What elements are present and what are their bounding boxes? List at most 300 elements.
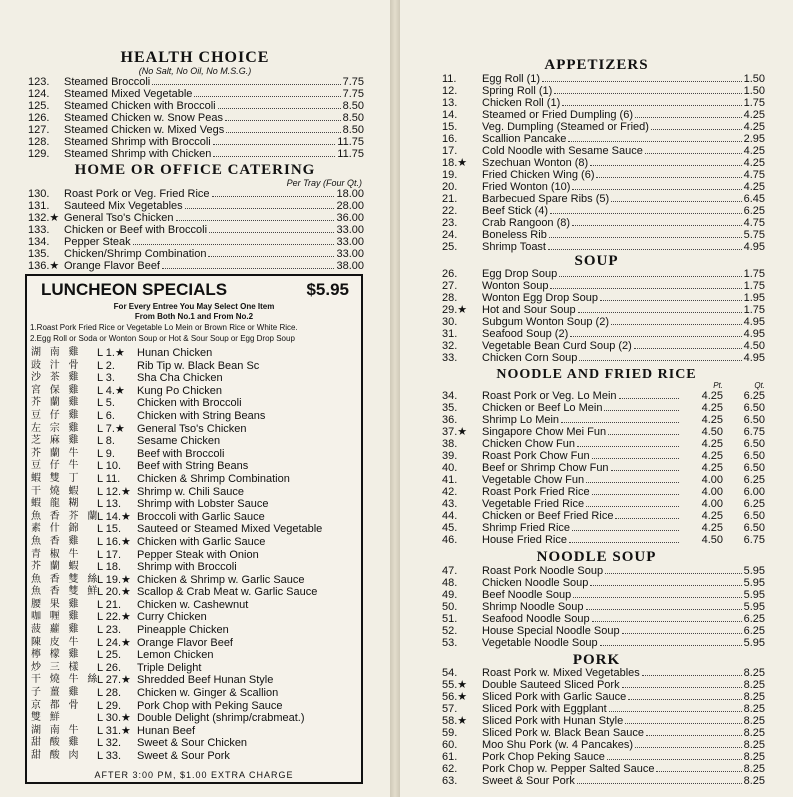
item-price: 5.95 bbox=[743, 601, 765, 613]
chinese-name: 魚 香 雞 bbox=[31, 535, 82, 547]
luncheon-item-name: Rib Tip w. Black Bean Sc bbox=[137, 359, 260, 372]
leader-dots bbox=[611, 316, 742, 325]
luncheon-item-row bbox=[27, 561, 361, 574]
item-number: 12. bbox=[442, 85, 458, 97]
luncheon-item-name: Orange Flavor Beef bbox=[137, 636, 233, 649]
menu-item-row bbox=[442, 715, 765, 727]
menu-item-row bbox=[442, 739, 765, 751]
leader-dots bbox=[607, 751, 742, 760]
item-name: Veg. Dumpling (Steamed or Fried) bbox=[482, 121, 649, 133]
item-price: 8.50 bbox=[342, 100, 364, 112]
pork-heading: PORK bbox=[572, 652, 621, 668]
luncheon-code: L 19.★ bbox=[97, 573, 131, 586]
item-name: Beef or Shrimp Chow Fun bbox=[482, 462, 609, 474]
chinese-name: 豆 仔 雞 bbox=[31, 409, 82, 421]
menu-item-row bbox=[442, 229, 765, 241]
leader-dots bbox=[611, 462, 679, 471]
pint-price: 4.25 bbox=[701, 462, 723, 474]
item-price: 8.25 bbox=[743, 703, 765, 715]
luncheon-code: L 6. bbox=[97, 409, 115, 422]
leader-dots bbox=[548, 241, 742, 250]
item-number: 32. bbox=[442, 340, 458, 352]
item-number: 133. bbox=[28, 224, 50, 236]
item-name: Vegetable Fried Rice bbox=[482, 498, 585, 510]
pint-label: Pt. bbox=[713, 381, 723, 390]
leader-dots bbox=[573, 589, 741, 598]
luncheon-code: L 5. bbox=[97, 397, 115, 410]
noodle-soup-heading: NOODLE SOUP bbox=[536, 549, 657, 565]
luncheon-item-name: Hunan Chicken bbox=[137, 347, 213, 359]
leader-dots bbox=[176, 212, 335, 221]
noodle-size-header bbox=[400, 381, 765, 390]
luncheon-item-name: Chicken & Shrimp Combination bbox=[137, 472, 290, 485]
item-number: 27. bbox=[442, 280, 458, 292]
item-number: 57. bbox=[442, 703, 458, 715]
item-price: 4.95 bbox=[743, 328, 765, 340]
item-name: Steamed or Fried Dumpling (6) bbox=[482, 109, 634, 121]
luncheon-item-name: Sha Cha Chicken bbox=[137, 372, 223, 385]
menu-item-row bbox=[28, 200, 364, 212]
item-price: 4.25 bbox=[743, 157, 765, 169]
chinese-name: 湖 南 雞 bbox=[31, 347, 82, 358]
chinese-name: 咖 喱 雞 bbox=[31, 611, 82, 623]
menu-item-row bbox=[442, 97, 765, 109]
menu-item-row bbox=[442, 703, 765, 715]
item-number: 56.★ bbox=[442, 691, 468, 703]
item-number: 59. bbox=[442, 727, 458, 739]
pint-price: 4.25 bbox=[701, 450, 723, 462]
item-number: 19. bbox=[442, 169, 458, 181]
luncheon-title: LUNCHEON SPECIALS bbox=[41, 280, 228, 299]
item-number: 29.★ bbox=[442, 304, 468, 316]
item-name: Roast Pork or Veg. Lo Mein bbox=[482, 390, 617, 402]
item-name: Sliced Pork with Eggplant bbox=[482, 703, 607, 715]
item-price: 8.25 bbox=[743, 679, 765, 691]
chinese-name: 菠 蘿 雞 bbox=[31, 624, 82, 636]
chinese-name: 芥 蘭 蝦 bbox=[31, 561, 82, 573]
item-number: 34. bbox=[442, 390, 458, 402]
menu-item-row bbox=[442, 534, 765, 546]
item-number: 47. bbox=[442, 565, 458, 577]
item-name: Steamed Broccoli bbox=[64, 76, 151, 88]
menu-item-row bbox=[442, 679, 765, 691]
leader-dots bbox=[218, 100, 341, 109]
luncheon-item-row bbox=[27, 700, 361, 713]
pint-price: 4.50 bbox=[701, 426, 723, 438]
noodle-fried-rice-list bbox=[442, 390, 765, 546]
item-price: 5.75 bbox=[743, 229, 765, 241]
item-number: 38. bbox=[442, 438, 458, 450]
item-price: 1.75 bbox=[743, 304, 765, 316]
menu-item-row bbox=[442, 352, 765, 364]
leader-dots bbox=[635, 109, 742, 118]
item-price: 4.95 bbox=[743, 316, 765, 328]
leader-dots bbox=[577, 775, 742, 784]
item-price: 7.75 bbox=[342, 88, 364, 100]
right-menu-page bbox=[400, 0, 793, 797]
chinese-name: 湖 南 牛 bbox=[31, 724, 82, 736]
luncheon-item-row bbox=[27, 423, 361, 436]
leader-dots bbox=[550, 280, 741, 289]
item-number: 30. bbox=[442, 316, 458, 328]
item-name: Moo Shu Pork (w. 4 Pancakes) bbox=[482, 739, 634, 751]
leader-dots bbox=[608, 426, 679, 435]
item-number: 125. bbox=[28, 100, 50, 112]
leader-dots bbox=[185, 200, 335, 209]
menu-item-row bbox=[442, 577, 765, 589]
item-name: Vegetable Chow Fun bbox=[482, 474, 585, 486]
menu-item-row bbox=[442, 340, 765, 352]
menu-item-row bbox=[442, 85, 765, 97]
leader-dots bbox=[194, 88, 340, 97]
luncheon-code: L 1.★ bbox=[97, 347, 125, 359]
menu-item-row bbox=[442, 328, 765, 340]
luncheon-item-name: Sesame Chicken bbox=[137, 435, 221, 448]
item-number: 31. bbox=[442, 328, 458, 340]
leader-dots bbox=[209, 224, 334, 233]
menu-item-row bbox=[442, 268, 765, 280]
menu-item-row bbox=[442, 205, 765, 217]
item-name: Vegetable Noodle Soup bbox=[482, 637, 598, 649]
menu-item-row bbox=[442, 601, 765, 613]
luncheon-code: L 15. bbox=[97, 523, 122, 536]
leader-dots bbox=[208, 248, 334, 257]
chinese-name: 素 什 錦 bbox=[31, 523, 82, 535]
luncheon-item-row bbox=[27, 473, 361, 486]
item-number: 11. bbox=[442, 73, 457, 85]
item-price: 6.25 bbox=[743, 205, 765, 217]
item-name: Seafood Noodle Soup bbox=[482, 613, 590, 625]
item-price: 4.25 bbox=[743, 109, 765, 121]
menu-item-row bbox=[442, 157, 765, 169]
item-price: 4.25 bbox=[743, 121, 765, 133]
pint-price: 4.00 bbox=[701, 486, 723, 498]
catering-subtitle: Per Tray (Four Qt.) bbox=[286, 178, 362, 188]
menu-item-row bbox=[442, 304, 765, 316]
luncheon-item-row bbox=[27, 385, 361, 398]
leader-dots bbox=[569, 534, 679, 543]
luncheon-specials-box bbox=[25, 274, 363, 784]
luncheon-item-row bbox=[27, 511, 361, 524]
item-number: 18.★ bbox=[442, 157, 468, 169]
chinese-name: 腰 果 雞 bbox=[31, 598, 82, 610]
item-name: Egg Roll (1) bbox=[482, 73, 541, 85]
luncheon-item-name: Chicken with Garlic Sauce bbox=[137, 535, 266, 548]
quart-price: 6.25 bbox=[743, 498, 765, 510]
item-price: 11.75 bbox=[337, 136, 364, 148]
item-price: 1.50 bbox=[743, 73, 765, 85]
leader-dots bbox=[611, 193, 741, 202]
item-number: 21. bbox=[442, 193, 458, 205]
leader-dots bbox=[646, 727, 742, 736]
item-number: 20. bbox=[442, 181, 458, 193]
item-name: Wonton Egg Drop Soup bbox=[482, 292, 598, 304]
item-price: 7.75 bbox=[342, 76, 364, 88]
luncheon-item-name: Beef with String Beans bbox=[137, 460, 249, 473]
item-price: 8.25 bbox=[743, 763, 765, 775]
leader-dots bbox=[570, 328, 741, 337]
left-menu-page bbox=[0, 0, 390, 797]
item-price: 8.25 bbox=[743, 691, 765, 703]
luncheon-note-1: For Every Entree You May Select One Item bbox=[113, 302, 275, 311]
appetizers-heading: APPETIZERS bbox=[544, 57, 649, 73]
menu-item-row bbox=[442, 181, 765, 193]
menu-item-row bbox=[28, 188, 364, 200]
leader-dots bbox=[619, 390, 679, 399]
pint-price: 4.25 bbox=[701, 402, 723, 414]
leader-dots bbox=[625, 715, 741, 724]
item-name: Barbecued Spare Ribs (5) bbox=[482, 193, 610, 205]
luncheon-item-row bbox=[27, 624, 361, 637]
item-name: Scallion Pancake bbox=[482, 133, 567, 145]
item-name: Roast Pork Noodle Soup bbox=[482, 565, 604, 577]
item-name: Roast Pork or Veg. Fried Rice bbox=[64, 188, 210, 200]
luncheon-item-name: Broccoli with Garlic Sauce bbox=[137, 510, 265, 523]
chinese-name: 雙 鮮 bbox=[31, 712, 63, 724]
leader-dots bbox=[642, 667, 742, 676]
item-number: 43. bbox=[442, 498, 458, 510]
leader-dots bbox=[572, 217, 742, 226]
pint-price: 4.00 bbox=[701, 498, 723, 510]
luncheon-item-row bbox=[27, 737, 361, 750]
item-number: 25. bbox=[442, 241, 458, 253]
item-name: Steamed Chicken w. Snow Peas bbox=[64, 112, 223, 124]
luncheon-item-name: Kung Po Chicken bbox=[137, 384, 222, 397]
menu-item-row bbox=[442, 316, 765, 328]
menu-item-row bbox=[442, 292, 765, 304]
item-price: 18.00 bbox=[336, 188, 364, 200]
menu-item-row bbox=[28, 148, 364, 160]
quart-price: 6.50 bbox=[743, 402, 765, 414]
leader-dots bbox=[645, 145, 742, 154]
item-number: 40. bbox=[442, 462, 458, 474]
menu-item-row bbox=[28, 136, 364, 148]
chinese-name: 左 宗 雞 bbox=[31, 422, 82, 434]
item-number: 126. bbox=[28, 112, 50, 124]
item-price: 11.75 bbox=[337, 148, 364, 160]
menu-item-row bbox=[442, 390, 765, 402]
item-number: 63. bbox=[442, 775, 458, 787]
leader-dots bbox=[572, 522, 679, 531]
menu-item-row bbox=[28, 76, 364, 88]
luncheon-item-row bbox=[27, 637, 361, 650]
quart-price: 6.75 bbox=[743, 534, 765, 546]
menu-item-row bbox=[442, 522, 765, 534]
menu-item-row bbox=[442, 498, 765, 510]
item-number: 54. bbox=[442, 667, 458, 679]
luncheon-code: L 32. bbox=[97, 737, 122, 750]
pint-price: 4.00 bbox=[701, 474, 723, 486]
item-name: Orange Flavor Beef bbox=[64, 260, 160, 272]
luncheon-item-name: Pork Chop with Peking Sauce bbox=[137, 699, 283, 712]
luncheon-item-row bbox=[27, 725, 361, 738]
chinese-name: 檸 檬 雞 bbox=[31, 649, 82, 661]
luncheon-item-row bbox=[27, 574, 361, 587]
leader-dots bbox=[586, 601, 742, 610]
quart-price: 6.50 bbox=[743, 522, 765, 534]
item-price: 6.45 bbox=[743, 193, 765, 205]
item-name: Steamed Chicken w. Mixed Vegs bbox=[64, 124, 225, 136]
appetizers-list bbox=[442, 73, 765, 253]
leader-dots bbox=[554, 85, 741, 94]
item-number: 15. bbox=[442, 121, 458, 133]
luncheon-item-name: Chicken with Broccoli bbox=[137, 397, 242, 410]
item-name: Steamed Mixed Vegetable bbox=[64, 88, 193, 100]
luncheon-item-row bbox=[27, 649, 361, 662]
item-name: Cold Noodle with Sesame Sauce bbox=[482, 145, 643, 157]
chinese-name: 甜 酸 肉 bbox=[31, 750, 82, 761]
luncheon-code: L 24.★ bbox=[97, 636, 131, 649]
luncheon-code: L 11. bbox=[97, 472, 121, 485]
item-name: General Tso's Chicken bbox=[64, 212, 174, 224]
item-number: 50. bbox=[442, 601, 458, 613]
item-name: Chicken Noodle Soup bbox=[482, 577, 589, 589]
item-number: 130. bbox=[28, 188, 50, 200]
item-number: 62. bbox=[442, 763, 458, 775]
chinese-name: 京 都 骨 bbox=[31, 699, 82, 711]
item-price: 4.95 bbox=[743, 352, 765, 364]
luncheon-item-name: Shrimp w. Chili Sauce bbox=[137, 485, 244, 498]
leader-dots bbox=[592, 486, 679, 495]
item-number: 17. bbox=[442, 145, 458, 157]
luncheon-item-row bbox=[27, 611, 361, 624]
item-price: 1.50 bbox=[743, 85, 765, 97]
item-number: 28. bbox=[442, 292, 458, 304]
menu-item-row bbox=[442, 625, 765, 637]
menu-item-row bbox=[28, 236, 364, 248]
luncheon-item-name: Pineapple Chicken bbox=[137, 624, 229, 637]
leader-dots bbox=[622, 679, 742, 688]
menu-item-row bbox=[442, 133, 765, 145]
item-number: 123. bbox=[28, 76, 50, 88]
chinese-name: 沙 茶 雞 bbox=[31, 372, 82, 384]
leader-dots bbox=[604, 402, 679, 411]
luncheon-code: L 23. bbox=[97, 624, 122, 637]
luncheon-item-row bbox=[27, 435, 361, 448]
item-price: 5.95 bbox=[743, 565, 765, 577]
chinese-name: 炒 三 樣 bbox=[31, 661, 82, 673]
luncheon-item-row bbox=[27, 498, 361, 511]
leader-dots bbox=[622, 625, 742, 634]
leader-dots bbox=[579, 352, 741, 361]
item-price: 2.95 bbox=[743, 133, 765, 145]
item-price: 33.00 bbox=[336, 236, 364, 248]
luncheon-note-2: From Both No.1 and From No.2 bbox=[134, 312, 254, 321]
pint-price: 4.25 bbox=[701, 510, 723, 522]
menu-item-row bbox=[442, 667, 765, 679]
luncheon-code: L 17. bbox=[97, 548, 122, 561]
luncheon-item-row bbox=[27, 536, 361, 549]
luncheon-item-row bbox=[27, 674, 361, 687]
luncheon-code: L 22.★ bbox=[97, 611, 131, 624]
luncheon-code: L 3. bbox=[97, 372, 115, 385]
luncheon-code: L 26. bbox=[97, 661, 122, 674]
item-number: 124. bbox=[28, 88, 50, 100]
menu-item-row bbox=[442, 691, 765, 703]
leader-dots bbox=[568, 133, 741, 142]
quart-price: 6.25 bbox=[743, 390, 765, 402]
luncheon-item-row bbox=[27, 410, 361, 423]
luncheon-code: L 31.★ bbox=[97, 724, 131, 737]
chinese-name: 芝 麻 雞 bbox=[31, 435, 82, 447]
item-number: 13. bbox=[442, 97, 458, 109]
menu-item-row bbox=[442, 280, 765, 292]
item-price: 8.25 bbox=[743, 751, 765, 763]
luncheon-code: L 4.★ bbox=[97, 384, 125, 397]
leader-dots bbox=[600, 292, 742, 301]
item-name: Steamed Shrimp with Broccoli bbox=[64, 136, 211, 148]
luncheon-item-name: General Tso's Chicken bbox=[137, 422, 247, 435]
leader-dots bbox=[561, 414, 679, 423]
chinese-name: 蝦 龍 糊 bbox=[31, 498, 82, 510]
item-price: 8.50 bbox=[342, 124, 364, 136]
leader-dots bbox=[212, 188, 335, 197]
item-number: 16. bbox=[442, 133, 458, 145]
luncheon-item-row bbox=[27, 599, 361, 612]
menu-item-row bbox=[442, 763, 765, 775]
item-name: Chicken or Beef with Broccoli bbox=[64, 224, 208, 236]
pint-price: 4.50 bbox=[701, 534, 723, 546]
leader-dots bbox=[596, 169, 741, 178]
luncheon-item-name: Hunan Beef bbox=[137, 724, 196, 737]
luncheon-item-name: Sweet & Sour Pork bbox=[137, 750, 230, 762]
item-name: Egg Drop Soup bbox=[482, 268, 558, 280]
leader-dots bbox=[213, 136, 336, 145]
leader-dots bbox=[586, 474, 679, 483]
menu-item-row bbox=[442, 121, 765, 133]
chinese-name: 干 燒 蝦 bbox=[31, 485, 82, 497]
luncheon-item-name: Chicken with String Beans bbox=[137, 409, 266, 422]
luncheon-item-name: Chicken & Shrimp w. Garlic Sauce bbox=[137, 573, 305, 586]
menu-item-row bbox=[442, 402, 765, 414]
leader-dots bbox=[549, 229, 742, 238]
leader-dots bbox=[609, 703, 742, 712]
item-price: 5.95 bbox=[743, 637, 765, 649]
item-price: 4.50 bbox=[743, 340, 765, 352]
luncheon-footer: AFTER 3:00 PM, $1.00 EXTRA CHARGE bbox=[94, 770, 294, 780]
noodle-soup-list bbox=[442, 565, 765, 649]
item-number: 23. bbox=[442, 217, 458, 229]
item-number: 42. bbox=[442, 486, 458, 498]
leader-dots bbox=[213, 148, 335, 157]
item-price: 4.95 bbox=[743, 241, 765, 253]
luncheon-code: L 16.★ bbox=[97, 535, 131, 548]
luncheon-item-name: Chicken w. Cashewnut bbox=[137, 598, 249, 611]
luncheon-item-row bbox=[27, 360, 361, 373]
pint-price: 4.25 bbox=[701, 438, 723, 450]
item-name: Sweet & Sour Pork bbox=[482, 775, 575, 787]
item-name: Boneless Rib bbox=[482, 229, 547, 241]
item-number: 127. bbox=[28, 124, 50, 136]
item-name: Hot and Sour Soup bbox=[482, 304, 576, 316]
item-price: 28.00 bbox=[336, 200, 364, 212]
item-number: 24. bbox=[442, 229, 458, 241]
luncheon-code: L 10. bbox=[97, 460, 122, 473]
luncheon-code: L 13. bbox=[97, 498, 122, 511]
item-number: 33. bbox=[442, 352, 458, 364]
luncheon-item-row bbox=[27, 712, 361, 725]
item-name: Sliced Pork with Garlic Sauce bbox=[482, 691, 627, 703]
quart-price: 6.50 bbox=[743, 462, 765, 474]
item-price: 33.00 bbox=[336, 224, 364, 236]
menu-item-row bbox=[442, 462, 765, 474]
chinese-name: 芥 蘭 牛 bbox=[31, 447, 82, 459]
item-number: 52. bbox=[442, 625, 458, 637]
luncheon-item-row bbox=[27, 397, 361, 410]
leader-dots bbox=[592, 613, 742, 622]
menu-item-row bbox=[442, 193, 765, 205]
item-price: 5.95 bbox=[743, 577, 765, 589]
